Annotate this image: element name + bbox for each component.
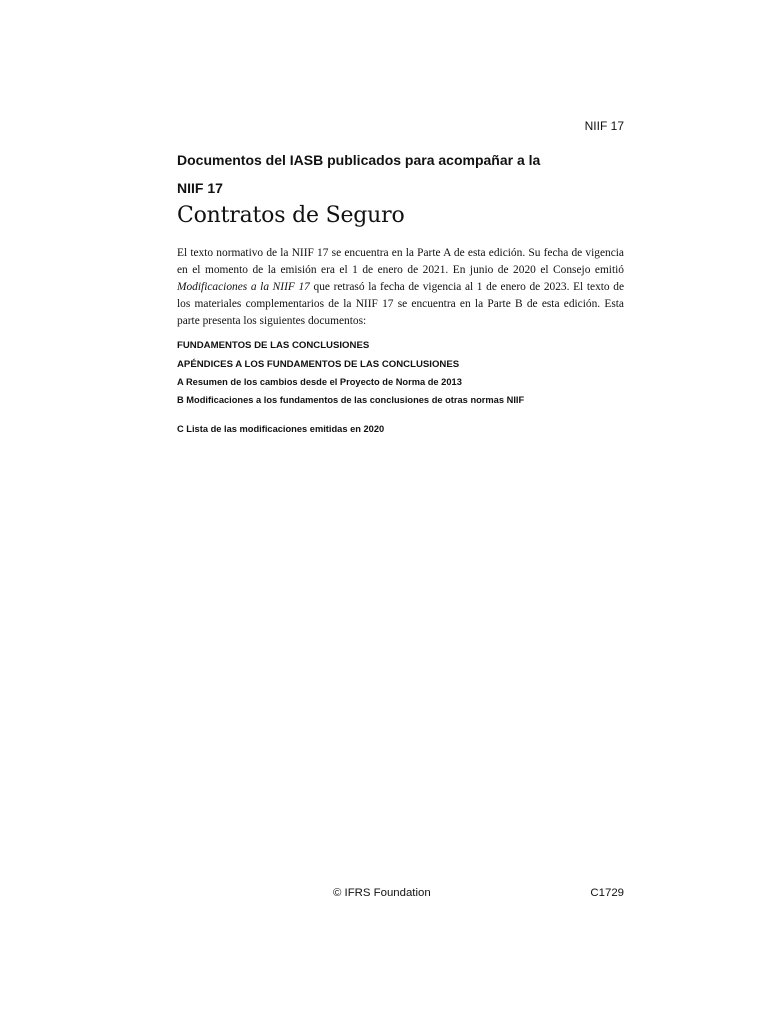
contents-item-appendix-a: A Resumen de los cambios desde el Proyecto de Norma de 2013 [177, 377, 462, 387]
intro-heading-line-2: NIIF 17 [177, 180, 223, 196]
intro-heading-line-1: Documentos del IASB publicados para acompañar a la [177, 152, 541, 168]
running-header-code: NIIF 17 [584, 119, 624, 133]
body-paragraph [177, 245, 624, 330]
body-text-part-1: El texto normativo de la NIIF 17 se encuentra en la Parte A de esta edición. Su fecha de vigencia en el momento de la emisión era el 1 de enero de 2021. En junio de 2020 el Consejo emitió [177, 247, 624, 276]
contents-item-basis-for-conclusions: FUNDAMENTOS DE LAS CONCLUSIONES [177, 340, 370, 351]
contents-item-appendix-c: C Lista de las modificaciones emitidas en 2020 [177, 424, 385, 434]
body-text-italic-reference: Modificaciones a la NIIF 17 [177, 281, 310, 293]
page-title: Contratos de Seguro [177, 203, 405, 228]
footer-copyright: © IFRS Foundation [333, 887, 431, 899]
footer-page-number: C1729 [590, 887, 624, 899]
body-text-part-2: que retrasó la fecha de vigencia al 1 de enero de 2023. El texto de los materiales complementarios de la NIIF 17 se encuentra en la Parte B de esta edición. Esta parte presenta los siguientes documentos: [177, 281, 625, 327]
contents-item-appendices: APÉNDICES A LOS FUNDAMENTOS DE LAS CONCLUSIONES [177, 359, 460, 370]
contents-item-appendix-b: B Modificaciones a los fundamentos de las conclusiones de otras normas NIIF [177, 395, 525, 405]
